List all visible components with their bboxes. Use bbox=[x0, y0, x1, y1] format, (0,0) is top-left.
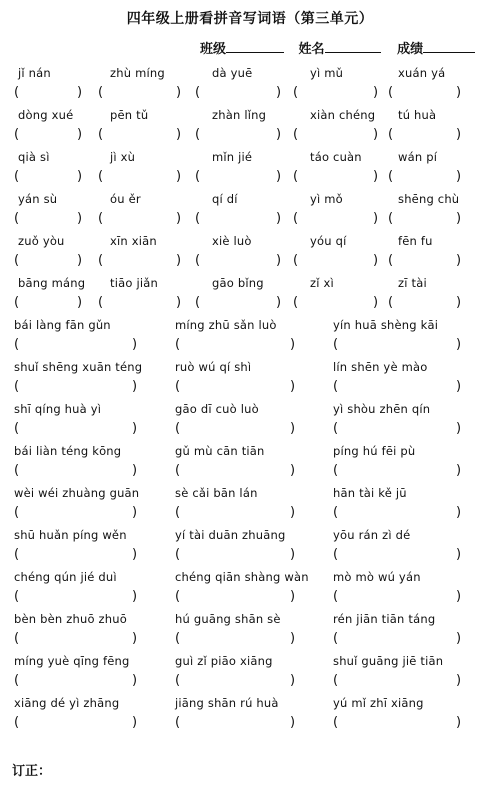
pinyin-prompt: mò mò wú yán bbox=[333, 570, 421, 584]
answer-bracket-close: ) bbox=[373, 169, 379, 184]
answer-bracket-open: ( bbox=[388, 253, 394, 268]
answer-bracket-open: ( bbox=[98, 211, 104, 226]
answer-bracket-close: ) bbox=[456, 715, 462, 730]
answer-bracket-close: ) bbox=[132, 547, 138, 562]
answer-bracket-close: ) bbox=[456, 379, 462, 394]
answer-bracket-open: ( bbox=[293, 211, 299, 226]
pinyin-prompt: sè cǎi bān lán bbox=[175, 486, 258, 500]
answer-bracket-open: ( bbox=[293, 253, 299, 268]
answer-bracket-close: ) bbox=[77, 253, 83, 268]
pinyin-prompt: xīn xiān bbox=[110, 234, 157, 248]
answer-bracket-close: ) bbox=[77, 85, 83, 100]
answer-bracket-open: ( bbox=[293, 295, 299, 310]
answer-bracket-open: ( bbox=[14, 589, 20, 604]
pinyin-prompt: óu ěr bbox=[110, 192, 141, 206]
answer-bracket-close: ) bbox=[132, 337, 138, 352]
answer-bracket-open: ( bbox=[98, 127, 104, 142]
pinyin-prompt: bái làng fān gǔn bbox=[14, 318, 111, 332]
answer-bracket-close: ) bbox=[176, 127, 182, 142]
answer-bracket-open: ( bbox=[333, 631, 339, 646]
pinyin-prompt: mǐn jié bbox=[212, 150, 253, 164]
answer-bracket-close: ) bbox=[290, 589, 296, 604]
answer-bracket-open: ( bbox=[388, 295, 394, 310]
answer-bracket-close: ) bbox=[176, 253, 182, 268]
answer-bracket-open: ( bbox=[14, 211, 20, 226]
answer-bracket-close: ) bbox=[456, 337, 462, 352]
pinyin-prompt: jì xù bbox=[110, 150, 136, 164]
answer-bracket-open: ( bbox=[98, 295, 104, 310]
pinyin-prompt: yóu qí bbox=[310, 234, 347, 248]
answer-bracket-close: ) bbox=[132, 631, 138, 646]
answer-bracket-close: ) bbox=[456, 211, 462, 226]
answer-bracket-open: ( bbox=[388, 85, 394, 100]
answer-bracket-open: ( bbox=[14, 463, 20, 478]
answer-bracket-close: ) bbox=[132, 421, 138, 436]
answer-bracket-open: ( bbox=[98, 85, 104, 100]
answer-bracket-open: ( bbox=[195, 211, 201, 226]
answer-bracket-open: ( bbox=[14, 337, 20, 352]
pinyin-prompt: chéng qún jié duì bbox=[14, 570, 117, 584]
pinyin-prompt: qià sì bbox=[18, 150, 50, 164]
pinyin-prompt: wèi wéi zhuàng guān bbox=[14, 486, 140, 500]
answer-bracket-open: ( bbox=[388, 127, 394, 142]
pinyin-prompt: guì zǐ piāo xiāng bbox=[175, 654, 273, 668]
pinyin-prompt: tiāo jiǎn bbox=[110, 276, 158, 290]
pinyin-prompt: míng yuè qīng fēng bbox=[14, 654, 130, 668]
answer-bracket-open: ( bbox=[388, 211, 394, 226]
answer-bracket-close: ) bbox=[290, 337, 296, 352]
answer-bracket-close: ) bbox=[456, 169, 462, 184]
answer-bracket-close: ) bbox=[176, 85, 182, 100]
answer-bracket-close: ) bbox=[373, 295, 379, 310]
pinyin-prompt: táo cuàn bbox=[310, 150, 362, 164]
pinyin-prompt: yán sù bbox=[18, 192, 58, 206]
pinyin-prompt: yì mǒ bbox=[310, 192, 343, 206]
answer-bracket-open: ( bbox=[293, 169, 299, 184]
answer-bracket-open: ( bbox=[98, 253, 104, 268]
answer-bracket-close: ) bbox=[290, 631, 296, 646]
answer-bracket-close: ) bbox=[132, 379, 138, 394]
answer-bracket-close: ) bbox=[456, 547, 462, 562]
answer-bracket-close: ) bbox=[132, 463, 138, 478]
pinyin-prompt: zuǒ yòu bbox=[18, 234, 65, 248]
answer-bracket-open: ( bbox=[175, 337, 181, 352]
pinyin-prompt: jǐ nán bbox=[18, 66, 51, 80]
answer-bracket-open: ( bbox=[14, 421, 20, 436]
pinyin-prompt: bèn bèn zhuō zhuō bbox=[14, 612, 127, 626]
pinyin-prompt: yì shòu zhēn qín bbox=[333, 402, 431, 416]
answer-bracket-open: ( bbox=[14, 127, 20, 142]
answer-bracket-open: ( bbox=[175, 505, 181, 520]
answer-bracket-close: ) bbox=[456, 85, 462, 100]
answer-bracket-close: ) bbox=[276, 85, 282, 100]
answer-bracket-open: ( bbox=[14, 295, 20, 310]
pinyin-prompt: shuǐ guāng jiē tiān bbox=[333, 654, 444, 668]
pinyin-prompt: fēn fu bbox=[398, 234, 433, 248]
answer-bracket-close: ) bbox=[290, 421, 296, 436]
answer-bracket-open: ( bbox=[14, 673, 20, 688]
pinyin-prompt: yú mǐ zhī xiāng bbox=[333, 696, 424, 710]
pinyin-prompt: xuán yá bbox=[398, 66, 446, 80]
answer-bracket-open: ( bbox=[293, 85, 299, 100]
answer-bracket-close: ) bbox=[456, 589, 462, 604]
answer-bracket-open: ( bbox=[333, 673, 339, 688]
pinyin-prompt: ruò wú qí shì bbox=[175, 360, 252, 374]
pinyin-prompt: xiè luò bbox=[212, 234, 252, 248]
answer-bracket-close: ) bbox=[456, 631, 462, 646]
answer-bracket-open: ( bbox=[14, 505, 20, 520]
answer-bracket-open: ( bbox=[175, 589, 181, 604]
answer-bracket-open: ( bbox=[195, 253, 201, 268]
answer-bracket-open: ( bbox=[175, 379, 181, 394]
pinyin-prompt: gāo bǐng bbox=[212, 276, 264, 290]
answer-bracket-open: ( bbox=[14, 379, 20, 394]
answer-bracket-close: ) bbox=[290, 715, 296, 730]
answer-bracket-close: ) bbox=[290, 505, 296, 520]
answer-bracket-close: ) bbox=[276, 169, 282, 184]
pinyin-prompt: píng hú fēi pù bbox=[333, 444, 416, 458]
answer-bracket-close: ) bbox=[290, 379, 296, 394]
answer-bracket-open: ( bbox=[175, 463, 181, 478]
pinyin-prompt: zǐ xì bbox=[310, 276, 334, 290]
answer-bracket-open: ( bbox=[333, 505, 339, 520]
answer-bracket-open: ( bbox=[195, 127, 201, 142]
answer-bracket-close: ) bbox=[77, 211, 83, 226]
answer-bracket-close: ) bbox=[456, 253, 462, 268]
pinyin-prompt: hān tài kě jū bbox=[333, 486, 407, 500]
answer-bracket-open: ( bbox=[175, 631, 181, 646]
answer-bracket-close: ) bbox=[276, 253, 282, 268]
pinyin-prompt: bái liàn téng kōng bbox=[14, 444, 122, 458]
answer-bracket-open: ( bbox=[14, 253, 20, 268]
answer-bracket-open: ( bbox=[195, 85, 201, 100]
answer-bracket-close: ) bbox=[290, 463, 296, 478]
pinyin-prompt: yín huā shèng kāi bbox=[333, 318, 439, 332]
pinyin-prompt: dòng xué bbox=[18, 108, 74, 122]
name-label: 姓名 bbox=[298, 42, 325, 57]
pinyin-prompt: gāo dī cuò luò bbox=[175, 402, 259, 416]
answer-bracket-close: ) bbox=[373, 127, 379, 142]
class-label: 班级 bbox=[200, 42, 227, 57]
answer-bracket-close: ) bbox=[176, 211, 182, 226]
correction-label: 订正： bbox=[12, 764, 52, 779]
answer-bracket-open: ( bbox=[175, 673, 181, 688]
answer-bracket-open: ( bbox=[333, 337, 339, 352]
answer-bracket-close: ) bbox=[373, 85, 379, 100]
pinyin-prompt: dà yuē bbox=[212, 66, 253, 80]
answer-bracket-close: ) bbox=[456, 673, 462, 688]
pinyin-prompt: yí tài duān zhuāng bbox=[175, 528, 286, 542]
answer-bracket-open: ( bbox=[333, 463, 339, 478]
pinyin-prompt: shēng chù bbox=[398, 192, 460, 206]
answer-bracket-close: ) bbox=[77, 295, 83, 310]
answer-bracket-close: ) bbox=[290, 547, 296, 562]
answer-bracket-open: ( bbox=[14, 631, 20, 646]
answer-bracket-close: ) bbox=[276, 295, 282, 310]
answer-bracket-close: ) bbox=[132, 715, 138, 730]
answer-bracket-close: ) bbox=[132, 589, 138, 604]
answer-bracket-close: ) bbox=[290, 673, 296, 688]
pinyin-prompt: shuǐ shēng xuān téng bbox=[14, 360, 143, 374]
pinyin-prompt: zī tài bbox=[398, 276, 427, 290]
pinyin-prompt: shū huǎn píng wěn bbox=[14, 528, 127, 542]
answer-bracket-open: ( bbox=[175, 547, 181, 562]
answer-bracket-open: ( bbox=[14, 715, 20, 730]
answer-bracket-close: ) bbox=[456, 127, 462, 142]
answer-bracket-close: ) bbox=[176, 169, 182, 184]
answer-bracket-close: ) bbox=[456, 463, 462, 478]
pinyin-prompt: lín shēn yè mào bbox=[333, 360, 428, 374]
answer-bracket-open: ( bbox=[388, 169, 394, 184]
answer-bracket-close: ) bbox=[456, 421, 462, 436]
answer-bracket-open: ( bbox=[14, 547, 20, 562]
pinyin-prompt: hú guāng shān sè bbox=[175, 612, 281, 626]
answer-bracket-open: ( bbox=[333, 715, 339, 730]
pinyin-prompt: zhù míng bbox=[110, 66, 165, 80]
answer-bracket-open: ( bbox=[333, 379, 339, 394]
pinyin-prompt: bāng máng bbox=[18, 276, 86, 290]
pinyin-prompt: pēn tǔ bbox=[110, 108, 149, 122]
answer-bracket-open: ( bbox=[14, 85, 20, 100]
answer-bracket-close: ) bbox=[176, 295, 182, 310]
answer-bracket-open: ( bbox=[14, 169, 20, 184]
pinyin-prompt: jiāng shān rú huà bbox=[175, 696, 279, 710]
answer-bracket-close: ) bbox=[456, 295, 462, 310]
answer-bracket-close: ) bbox=[77, 169, 83, 184]
pinyin-prompt: rén jiān tiān táng bbox=[333, 612, 436, 626]
pinyin-prompt: chéng qiān shàng wàn bbox=[175, 570, 309, 584]
answer-bracket-open: ( bbox=[293, 127, 299, 142]
answer-bracket-close: ) bbox=[456, 505, 462, 520]
answer-bracket-close: ) bbox=[276, 211, 282, 226]
pinyin-prompt: shī qíng huà yì bbox=[14, 402, 102, 416]
pinyin-prompt: qí dí bbox=[212, 192, 238, 206]
pinyin-prompt: xiàn chéng bbox=[310, 108, 376, 122]
answer-bracket-open: ( bbox=[333, 547, 339, 562]
answer-bracket-close: ) bbox=[373, 253, 379, 268]
answer-bracket-open: ( bbox=[175, 421, 181, 436]
pinyin-prompt: tú huà bbox=[398, 108, 437, 122]
pinyin-prompt: wán pí bbox=[398, 150, 438, 164]
pinyin-prompt: xiāng dé yì zhāng bbox=[14, 696, 120, 710]
pinyin-prompt: zhàn lǐng bbox=[212, 108, 267, 122]
answer-bracket-close: ) bbox=[77, 127, 83, 142]
answer-bracket-close: ) bbox=[276, 127, 282, 142]
answer-bracket-close: ) bbox=[132, 673, 138, 688]
answer-bracket-open: ( bbox=[98, 169, 104, 184]
pinyin-prompt: míng zhū sǎn luò bbox=[175, 318, 277, 332]
worksheet-title: 四年级上册看拼音写词语（第三单元） bbox=[126, 11, 374, 27]
answer-bracket-open: ( bbox=[195, 169, 201, 184]
answer-bracket-open: ( bbox=[333, 589, 339, 604]
answer-bracket-close: ) bbox=[373, 211, 379, 226]
pinyin-prompt: gǔ mù cān tiān bbox=[175, 444, 265, 458]
answer-bracket-open: ( bbox=[175, 715, 181, 730]
answer-bracket-open: ( bbox=[333, 421, 339, 436]
answer-bracket-open: ( bbox=[195, 295, 201, 310]
pinyin-prompt: yì mǔ bbox=[310, 66, 344, 80]
answer-bracket-close: ) bbox=[132, 505, 138, 520]
score-label: 成绩 bbox=[397, 42, 424, 57]
pinyin-prompt: yōu rán zì dé bbox=[333, 528, 411, 542]
